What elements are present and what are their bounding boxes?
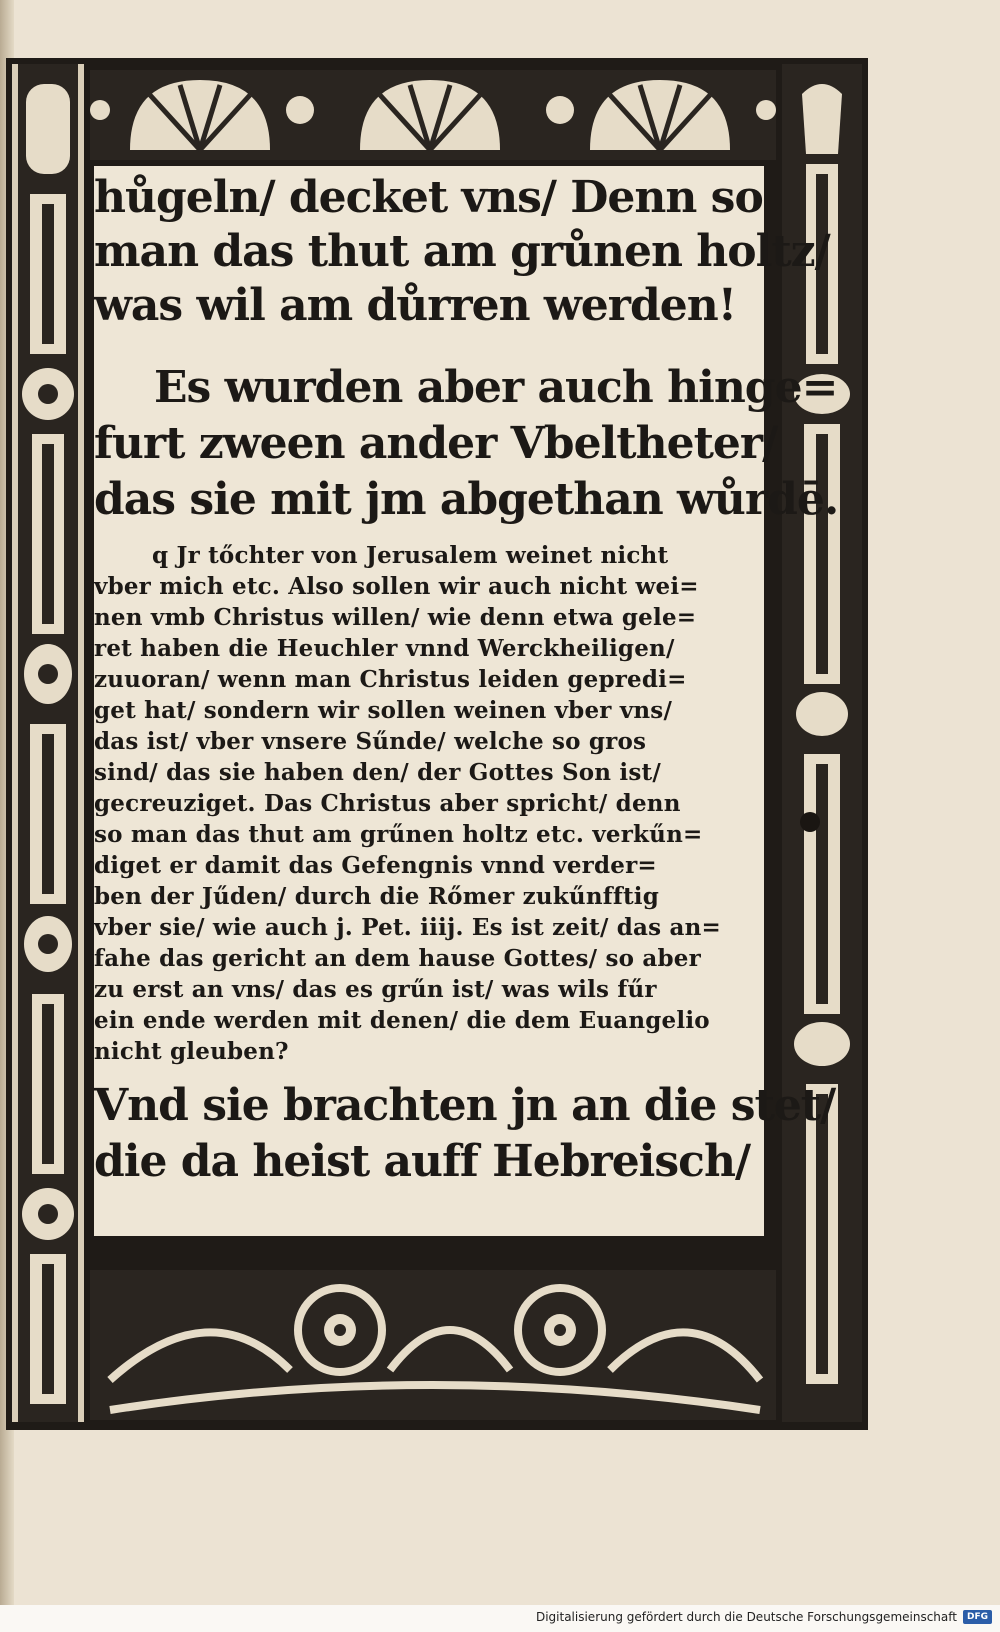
digitization-credit <box>536 1610 992 1624</box>
gloss-line-13: vber sie/ wie auch j. Pet. iiij. Es ist zeit/ das an= <box>94 914 722 941</box>
text-block <box>94 166 839 1236</box>
text-line-2: man das thut am grůnen holtz/ <box>94 226 830 277</box>
gloss-line-14: fahe das gericht an dem hause Gottes/ so aber <box>94 945 701 972</box>
credit-text: Digitalisierung gefördert durch die Deutsche Forschungsgemeinschaft <box>535 1610 957 1624</box>
text-line-7: Vnd sie brachten jn an die stet/ <box>94 1080 836 1131</box>
gloss-line-5: zuuoran/ wenn man Christus leiden gepredi= <box>94 666 687 693</box>
text-line-6: das sie mit jm abgethan wůrdē. <box>94 474 839 525</box>
dfg-logo: DFG <box>963 1610 992 1624</box>
gloss-line-4: ret haben die Heuchler vnnd Werckheiligen/ <box>94 635 675 662</box>
gloss-line-8: sind/ das sie haben den/ der Gottes Son ist/ <box>94 759 661 786</box>
ink-blot <box>800 812 820 832</box>
gloss-line-6: get hat/ sondern wir sollen weinen vber vns/ <box>94 697 673 724</box>
top-ornament-band <box>90 70 776 160</box>
gloss-line-16: ein ende werden mit denen/ die dem Euangelio <box>94 1007 710 1034</box>
gloss-line-1: q Jr tőchter von Jerusalem weinet nicht <box>152 542 669 569</box>
text-line-4: Es wurden aber auch hinge= <box>154 362 838 413</box>
gloss-line-11: diget er damit das Gefengnis vnnd verder= <box>94 852 657 879</box>
text-line-1: hůgeln/ decket vns/ Denn so <box>94 172 763 223</box>
bottom-ornament-band <box>90 1270 776 1420</box>
gloss-line-7: das ist/ vber vnsere Sűnde/ welche so gros <box>94 728 647 755</box>
text-line-8: die da heist auff Hebreisch/ <box>94 1136 751 1187</box>
gloss-line-15: zu erst an vns/ das es grűn ist/ was wils fűr <box>94 976 657 1003</box>
text-line-5: furt zween ander Vbeltheter/ <box>94 418 778 469</box>
gloss-line-2: vber mich etc. Also sollen wir auch nicht wei= <box>94 573 699 600</box>
gloss-line-10: so man das thut am grűnen holtz etc. verkűn= <box>94 821 703 848</box>
gloss-line-3: nen vmb Christus willen/ wie denn etwa gele= <box>94 604 697 631</box>
gloss-line-12: ben der Jűden/ durch die Rőmer zukűnfftig <box>94 883 659 910</box>
text-line-3: was wil am důrren werden! <box>94 280 737 331</box>
gloss-line-17: nicht gleuben? <box>94 1038 289 1065</box>
left-pillar-ornament <box>12 64 84 1422</box>
gloss-line-9: gecreuziget. Das Christus aber spricht/ denn <box>94 790 681 817</box>
